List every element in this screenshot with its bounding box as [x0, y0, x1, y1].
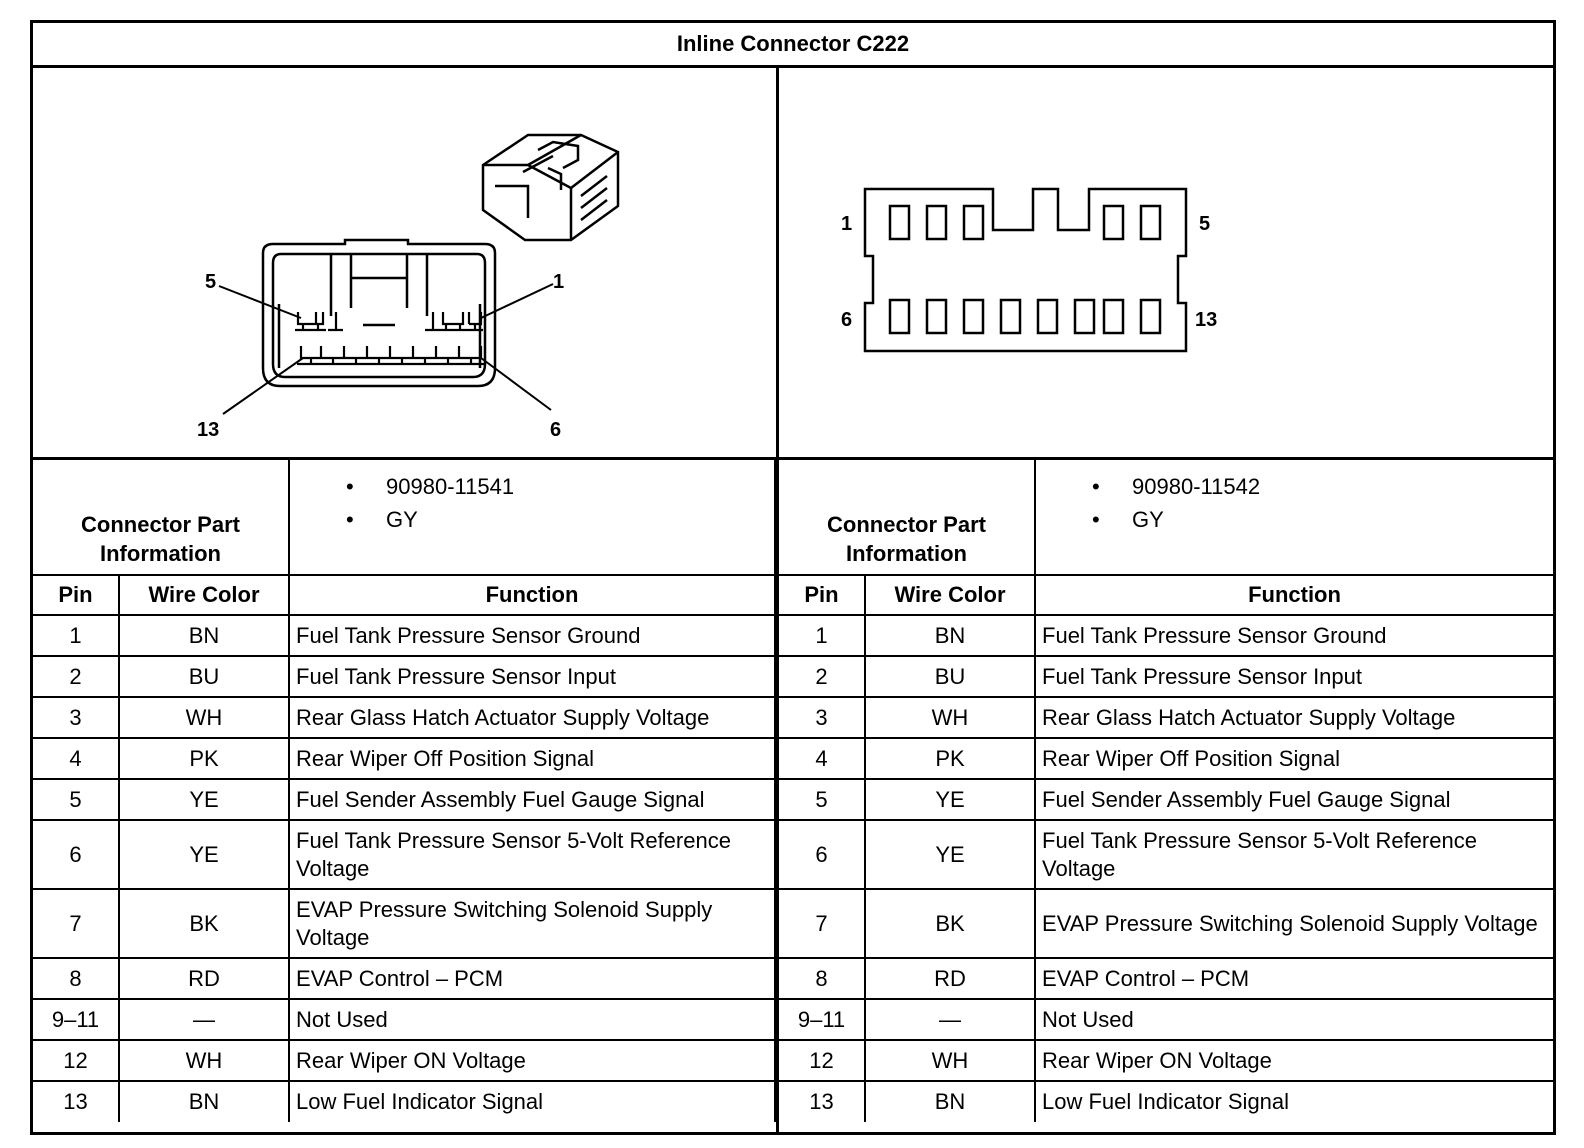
left-rows [33, 615, 775, 1122]
diagram-row [33, 68, 1553, 460]
pin-cell: 5 [779, 779, 865, 820]
wire-color-cell: WH [865, 1040, 1035, 1081]
wire-color-cell: YE [865, 779, 1035, 820]
pin-cell: 13 [779, 1081, 865, 1122]
table-row [779, 889, 1553, 958]
pin-cell: 8 [779, 958, 865, 999]
pin-label-13: 13 [197, 419, 220, 441]
connector-schematic-outline [865, 189, 1186, 351]
part-info-list [289, 460, 775, 575]
function-cell: Fuel Sender Assembly Fuel Gauge Signal [289, 779, 775, 820]
function-cell: Low Fuel Indicator Signal [289, 1081, 775, 1122]
function-cell: Rear Glass Hatch Actuator Supply Voltage [289, 697, 775, 738]
part-info-label: Connector Part Information [33, 460, 289, 575]
function-cell: Fuel Tank Pressure Sensor 5-Volt Reference Voltage [1035, 820, 1553, 889]
pin-cell: 2 [779, 656, 865, 697]
pin-cell: 12 [33, 1040, 119, 1081]
table-row [779, 1081, 1553, 1122]
part-info-list [1035, 460, 1553, 575]
wire-color-cell: YE [119, 779, 289, 820]
header-wire-color: Wire Color [119, 575, 289, 615]
schematic-label-5: 5 [1199, 213, 1211, 235]
pin-cell: 7 [33, 889, 119, 958]
pin-cell: 9–11 [779, 999, 865, 1040]
pin-cell: 1 [779, 615, 865, 656]
pin-cell: 9–11 [33, 999, 119, 1040]
header-function: Function [289, 575, 775, 615]
function-cell: Rear Wiper Off Position Signal [289, 738, 775, 779]
pin-label-1: 1 [553, 271, 565, 293]
function-cell: Not Used [1035, 999, 1553, 1040]
part-color: • GY [346, 503, 768, 536]
table-row [33, 1040, 775, 1081]
table-row [779, 697, 1553, 738]
part-info-label: Connector Part Information [779, 460, 1035, 575]
table-row [779, 820, 1553, 889]
table-row [779, 958, 1553, 999]
header-pin: Pin [779, 575, 865, 615]
function-cell: Not Used [289, 999, 775, 1040]
pin-cell: 4 [33, 738, 119, 779]
pin-cell: 7 [779, 889, 865, 958]
pin-cell: 4 [779, 738, 865, 779]
table-row [33, 779, 775, 820]
function-cell: Fuel Tank Pressure Sensor Input [289, 656, 775, 697]
function-cell: Fuel Tank Pressure Sensor 5-Volt Reference Voltage [289, 820, 775, 889]
table-row [33, 1081, 775, 1122]
right-pinout [779, 460, 1553, 1132]
table-row [33, 615, 775, 656]
right-rows [779, 615, 1553, 1122]
wire-color-cell: RD [865, 958, 1035, 999]
pin-cell: 1 [33, 615, 119, 656]
function-cell: Fuel Sender Assembly Fuel Gauge Signal [1035, 779, 1553, 820]
table-row [33, 999, 775, 1040]
function-cell: Low Fuel Indicator Signal [1035, 1081, 1553, 1122]
wire-color-cell: BN [119, 615, 289, 656]
wire-color-cell: BK [865, 889, 1035, 958]
table-row [33, 958, 775, 999]
wire-color-cell: — [119, 999, 289, 1040]
connector-face-diagram [33, 68, 779, 457]
table-row [33, 889, 775, 958]
pin-cell: 3 [779, 697, 865, 738]
schematic-cavities [890, 206, 1160, 333]
table-row [779, 738, 1553, 779]
function-cell: Rear Wiper Off Position Signal [1035, 738, 1553, 779]
wire-color-cell: BU [119, 656, 289, 697]
pin-cell: 12 [779, 1040, 865, 1081]
header-function: Function [1035, 575, 1553, 615]
function-cell: Fuel Tank Pressure Sensor Ground [1035, 615, 1553, 656]
connector-schematic-svg [779, 68, 1553, 457]
pin-cell: 8 [33, 958, 119, 999]
function-cell: EVAP Pressure Switching Solenoid Supply Voltage [289, 889, 775, 958]
table-row [33, 656, 775, 697]
function-cell: Rear Wiper ON Voltage [1035, 1040, 1553, 1081]
wire-color-cell: BU [865, 656, 1035, 697]
wire-color-cell: YE [865, 820, 1035, 889]
table-row [779, 999, 1553, 1040]
header-wire-color: Wire Color [865, 575, 1035, 615]
wire-color-cell: RD [119, 958, 289, 999]
function-cell: Rear Glass Hatch Actuator Supply Voltage [1035, 697, 1553, 738]
wire-color-cell: PK [119, 738, 289, 779]
schematic-label-1: 1 [841, 213, 853, 235]
part-number: • 90980-11542 [1092, 470, 1547, 503]
table-row [33, 697, 775, 738]
header-pin: Pin [33, 575, 119, 615]
left-pinout [33, 460, 779, 1132]
table-row [779, 779, 1553, 820]
function-cell: EVAP Pressure Switching Solenoid Supply Voltage [1035, 889, 1553, 958]
pin-cavities-top [295, 312, 483, 330]
function-cell: Fuel Tank Pressure Sensor Ground [289, 615, 775, 656]
pin-leader-lines [219, 284, 553, 414]
table-row [779, 656, 1553, 697]
pin-cell: 13 [33, 1081, 119, 1122]
connector-3d-icon [483, 135, 618, 240]
left-pinout-table [33, 460, 776, 1122]
part-color: • GY [1092, 503, 1547, 536]
right-pinout-table [779, 460, 1553, 1122]
pin-cavities-bottom [297, 346, 485, 364]
pin-cell: 6 [33, 820, 119, 889]
wire-color-cell: PK [865, 738, 1035, 779]
connector-schematic-diagram [779, 68, 1553, 457]
wire-color-cell: WH [865, 697, 1035, 738]
pinout-tables [33, 460, 1553, 1132]
connector-sheet [30, 20, 1556, 1135]
wire-color-cell: — [865, 999, 1035, 1040]
pin-label-5: 5 [205, 271, 217, 293]
table-row [33, 820, 775, 889]
function-cell: Rear Wiper ON Voltage [289, 1040, 775, 1081]
wire-color-cell: WH [119, 1040, 289, 1081]
pin-cell: 2 [33, 656, 119, 697]
wire-color-cell: WH [119, 697, 289, 738]
table-row [779, 615, 1553, 656]
wire-color-cell: BN [865, 615, 1035, 656]
function-cell: EVAP Control – PCM [1035, 958, 1553, 999]
pin-cell: 5 [33, 779, 119, 820]
schematic-label-13: 13 [1195, 309, 1218, 331]
wire-color-cell: BN [865, 1081, 1035, 1122]
wire-color-cell: YE [119, 820, 289, 889]
wire-color-cell: BN [119, 1081, 289, 1122]
pin-label-6: 6 [550, 419, 562, 441]
page-title: Inline Connector C222 [33, 23, 1553, 68]
function-cell: Fuel Tank Pressure Sensor Input [1035, 656, 1553, 697]
wire-color-cell: BK [119, 889, 289, 958]
part-number: • 90980-11541 [346, 470, 768, 503]
connector-face-svg [33, 68, 776, 457]
table-row [33, 738, 775, 779]
schematic-label-6: 6 [841, 309, 853, 331]
table-row [779, 1040, 1553, 1081]
function-cell: EVAP Control – PCM [289, 958, 775, 999]
pin-cell: 3 [33, 697, 119, 738]
pin-cell: 6 [779, 820, 865, 889]
